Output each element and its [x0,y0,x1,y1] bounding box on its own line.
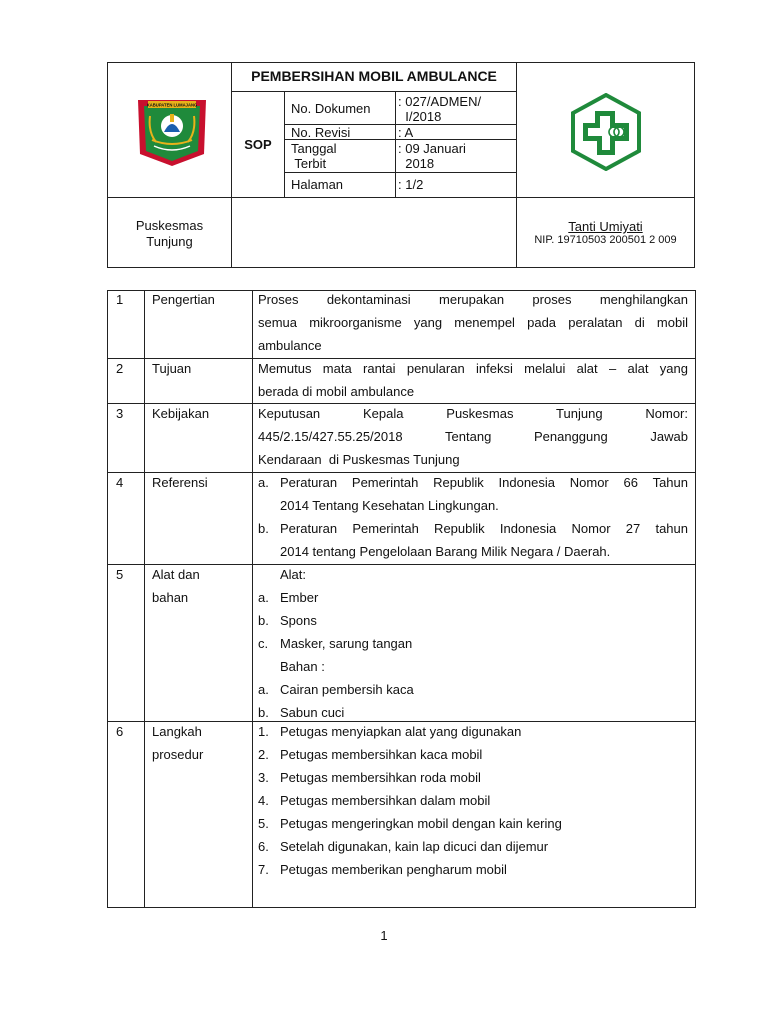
text-line: Peraturan Pemerintah Republik Indonesia Nomor 66 Tahun [280,475,688,490]
tanggal-terbit-label: Tanggal Terbit [291,141,337,171]
no-dokumen-value: : 027/ADMEN/ I/2018 [398,94,482,124]
text-line: Proses dekontaminasi merupakan proses menghilangkan [258,292,688,307]
divider [284,91,285,197]
list-item: 2. Petugas membersihkan kaca mobil [258,747,483,762]
divider [107,197,695,198]
no-dokumen-label: No. Dokumen [291,101,371,116]
list-item: a. Cairan pembersih kaca [258,682,414,697]
sop-label: SOP [244,137,272,152]
divider [144,290,145,908]
row-number: 2 [116,361,124,376]
row-number: 3 [116,406,124,421]
row-text-alat-bahan [258,563,688,724]
divider [395,91,396,197]
text-line: Keputusan Kepala Puskesmas Tunjung Nomor: [258,406,688,421]
text-line: 2014 Tentang Kesehatan Lingkungan. [280,498,499,513]
row-label-referensi: Referensi [152,475,208,490]
tanggal-terbit-value: : 09 Januari 2018 [398,141,466,171]
list-item: 3. Petugas membersihkan roda mobil [258,770,481,785]
text-line: ambulance [258,338,322,353]
cross-icon [567,93,645,171]
halaman-value: : 1/2 [398,177,424,192]
text-line: 445/2.15/427.55.25/2018 Tentang Penanggung Jawab [258,429,688,444]
shield-icon [136,96,208,168]
alat-heading: Alat: [280,567,307,582]
no-revisi-value: : A [398,125,414,140]
list-item: 7. Petugas memberikan pengharum mobil [258,862,507,877]
list-marker: b. [258,521,269,536]
text-line: semua mikroorganisme yang menempel pada peralatan di mobil [258,315,688,330]
list-item: b. Spons [258,613,317,628]
row-text-pengertian [258,288,688,357]
divider [231,91,516,92]
list-item: a. Ember [258,590,319,605]
list-item: c. Masker, sarung tangan [258,636,413,651]
list-item: b. Sabun cuci [258,705,345,720]
row-label-tujuan: Tujuan [152,361,192,376]
row-label-langkah-prosedur: Langkah prosedur [152,724,204,762]
row-label-pengertian: Pengertian [152,292,215,307]
page-number: 1 [380,928,388,943]
row-number: 5 [116,567,124,582]
row-text-langkah-prosedur [258,720,688,881]
row-number: 1 [116,292,124,307]
text-line: Peraturan Pemerintah Republik Indonesia Nomor 27 tahun [280,521,688,536]
list-item [258,471,688,517]
svg-text:KABUPATEN LUMAJANG: KABUPATEN LUMAJANG [146,102,198,108]
kabupaten-emblem [136,96,208,168]
divider [284,172,516,173]
list-item: 1. Petugas menyiapkan alat yang digunakan [258,724,522,739]
list-marker: a. [258,475,269,490]
organization-name: Puskesmas Tunjung [135,218,204,249]
puskesmas-cross-logo [567,93,645,171]
row-text-referensi [258,471,688,563]
list-item: 6. Setelah digunakan, kain lap dicuci dan dijemur [258,839,549,854]
row-label-alat-bahan: Alat dan bahan [152,567,200,605]
row-number: 4 [116,475,124,490]
row-number: 6 [116,724,124,739]
signer-nip: NIP. 19710503 200501 2 009 [534,234,677,246]
text-line: berada di mobil ambulance [258,384,415,399]
text-line: Memutus mata rantai penularan infeksi melalui alat – alat yang [258,361,688,376]
text-line: 2014 tentang Pengelolaan Barang Milik Negara / Daerah. [280,544,611,559]
row-label-kebijakan: Kebijakan [152,406,210,421]
divider [231,62,232,268]
no-revisi-label: No. Revisi [291,125,351,140]
list-item [258,517,688,563]
row-text-tujuan [258,357,688,403]
list-item: 5. Petugas mengeringkan mobil dengan kain kering [258,816,562,831]
divider [252,290,253,908]
row-text-kebijakan [258,402,688,471]
bahan-heading: Bahan : [280,659,325,674]
halaman-label: Halaman [291,177,344,192]
list-item: 4. Petugas membersihkan dalam mobil [258,793,491,808]
signer-name: Tanti Umiyati [568,219,643,234]
document-title: PEMBERSIHAN MOBIL AMBULANCE [251,68,497,84]
text-line: Kendaraan di Puskesmas Tunjung [258,452,460,467]
